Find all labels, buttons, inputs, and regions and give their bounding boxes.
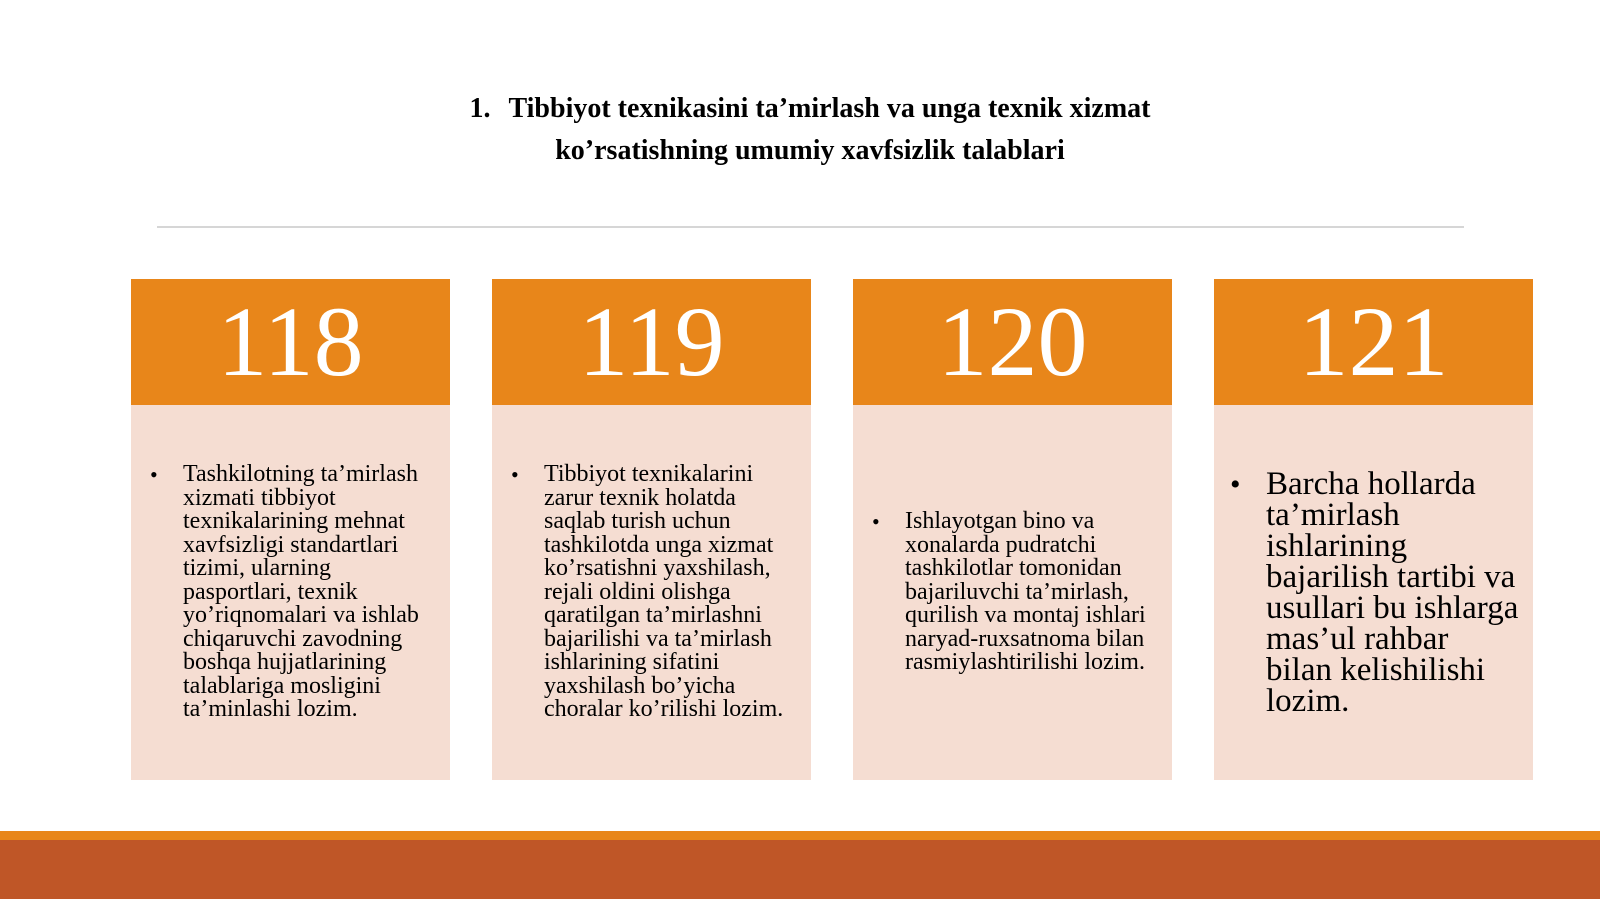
- title-divider: [157, 226, 1464, 228]
- bullet-item: • Barcha hollarda ta’mirlash ishlarining bajarilish tartibi va usullari bu ishlarga mas’ul rahbar bilan kelishilishi lozim.: [1266, 469, 1519, 717]
- card-number: 121: [1214, 279, 1533, 405]
- card-number: 119: [492, 279, 811, 405]
- bullet-list: [183, 463, 436, 722]
- bullet-list: [1266, 465, 1519, 719]
- footer-accent-line: [0, 831, 1600, 840]
- card-body: [1214, 405, 1533, 780]
- card-120: [853, 279, 1172, 780]
- card-body: [131, 405, 450, 780]
- card-121: [1214, 279, 1533, 780]
- card-number: 118: [131, 279, 450, 405]
- bullet-list: [544, 463, 797, 722]
- card-body: [853, 405, 1172, 780]
- bullet-item: • Ishlayotgan bino va xonalarda pudratchi tashkilotlar tomonidan bajariluvchi ta’mirlash, qurilish va montaj ishlari naryad-ruxsatnoma bilan rasmiylashtirilishi lozim.: [905, 510, 1158, 675]
- card-body: [492, 405, 811, 780]
- slide-title: [380, 88, 1240, 172]
- title-line-2: ko’rsatishning umumiy xavfsizlik talablari: [555, 135, 1065, 166]
- bullet-item: • Tibbiyot texnikalarini zarur texnik holatda saqlab turish uchun tashkilotda unga xizmat ko’rsatishni yaxshilash, rejali oldini olishga qaratilgan ta’mirlashni bajarilishi va ta’mirlash ishlarining sifatini yaxshilash bo’yicha choralar ko’rilishi lozim.: [544, 463, 797, 722]
- card-number: 120: [853, 279, 1172, 405]
- card-118: [131, 279, 450, 780]
- bullet-item: • Tashkilotning ta’mirlash xizmati tibbiyot texnikalarining mehnat xavfsizligi standartlari tizimi, ularning pasportlari, texnik yo’riqnomalari va ishlab chiqaruvchi zavodning boshqa hujjatlarining talablariga mosligini ta’minlashi lozim.: [183, 463, 436, 722]
- title-number: 1.: [469, 93, 491, 124]
- card-119: [492, 279, 811, 780]
- title-text-1: Tibbiyot texnikasini ta’mirlash va unga texnik xizmat: [508, 93, 1151, 124]
- title-line-1: [380, 88, 1240, 130]
- bullet-list: [905, 510, 1158, 675]
- footer-bar: [0, 840, 1600, 899]
